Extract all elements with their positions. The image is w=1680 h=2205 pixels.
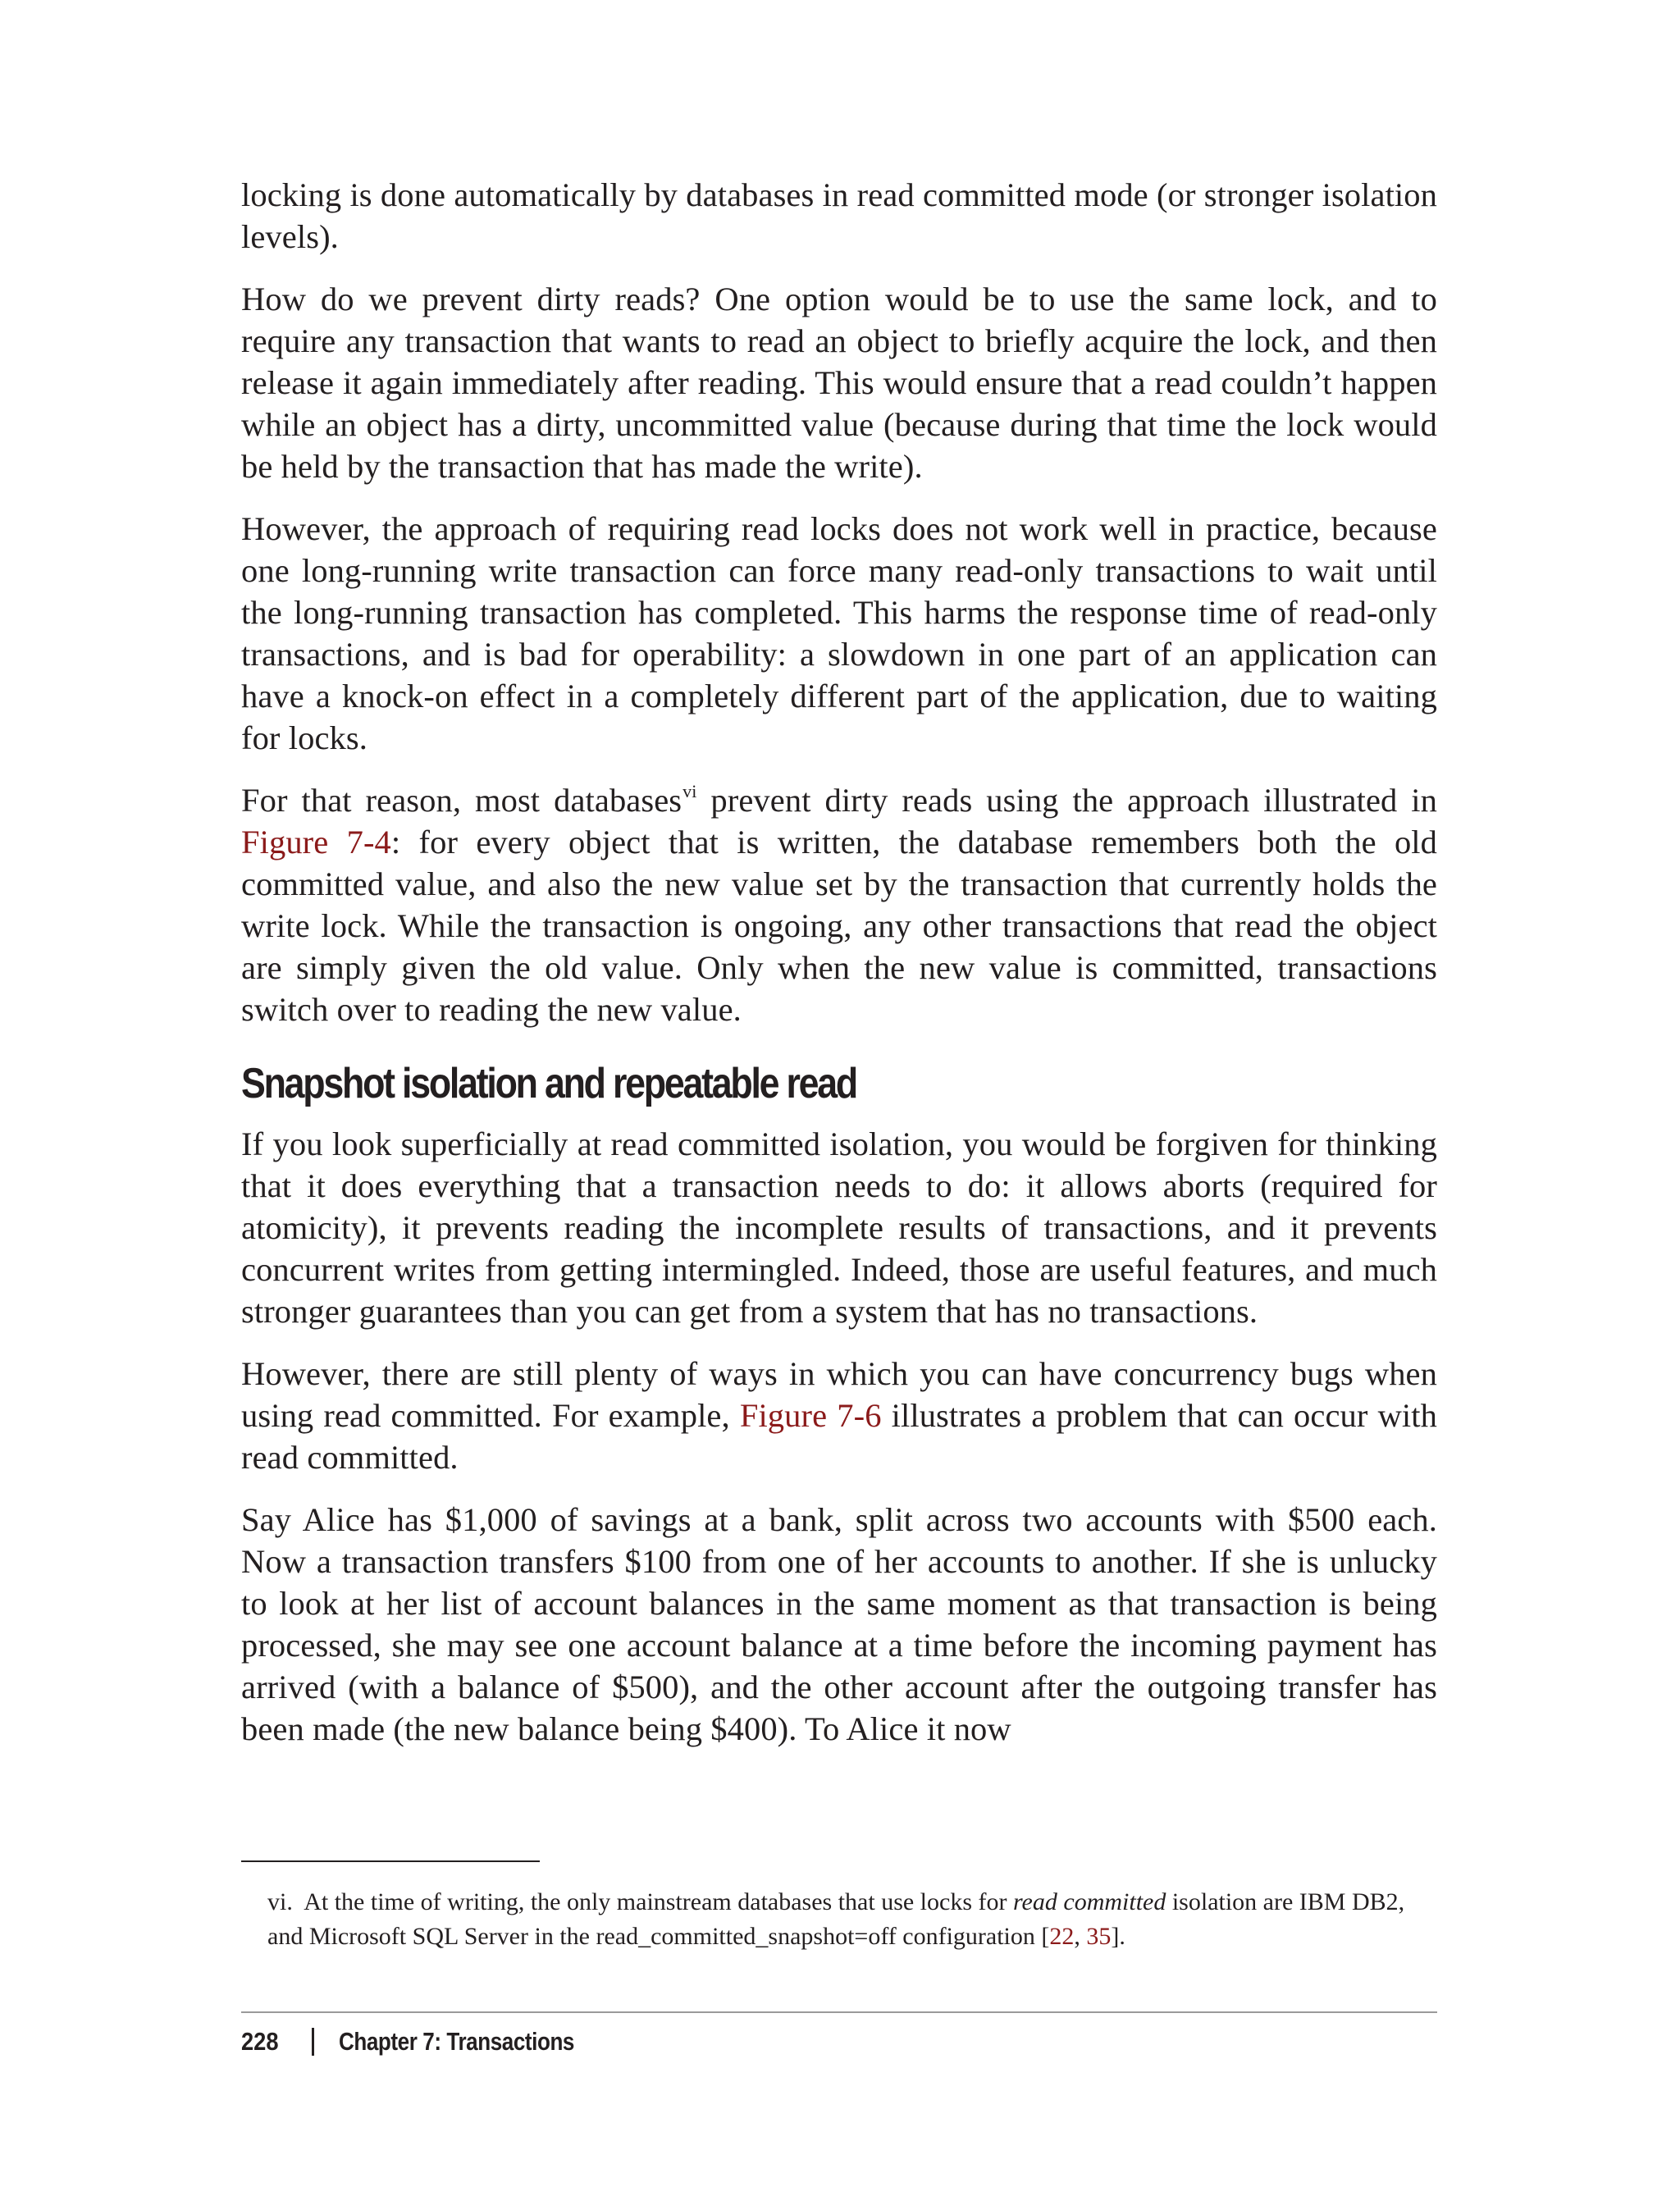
footnote-marker: vi. (267, 1888, 293, 1915)
paragraph-6-text-b: illustrates a problem that can occur with read committed. (241, 1397, 1437, 1476)
paragraph-4-text-c: : for every object that is written, the database remembers both the old committed value, and also the new value set by the transaction that currently holds the write lock. While the transaction is ongoing, any other transactions that read the object are simply given the old value. Only when the new value is committed, transactions switch over to reading the new value. (241, 824, 1437, 1028)
footer-divider (241, 2011, 1437, 2013)
page-number: 228 (241, 2027, 279, 2056)
citation-22-link[interactable]: 22 (1049, 1923, 1075, 1950)
figure-7-6-link[interactable]: Figure 7-6 (739, 1397, 882, 1434)
footnote-italic-term: read committed (1013, 1888, 1166, 1915)
footnote-marker-vi[interactable]: vi (682, 781, 697, 801)
paragraph-1: locking is done automatically by databases in read committed mode (or stronger isolation levels). (241, 176, 1437, 255)
footnote-comma: , (1074, 1923, 1087, 1950)
footnote-text-b: isolation are IBM DB2, and Microsoft SQL Server in the read_committed_snapshot=off configuration [ (267, 1888, 1405, 1950)
paragraph-6 (241, 1353, 1437, 1478)
footnote-vi (267, 1885, 1437, 1954)
footer-separator (312, 2028, 314, 2056)
paragraph-5: If you look superficially at read committed isolation, you would be forgiven for thinking that it does everything that a transaction needs to do: it allows aborts (required for atomicity), it prevents reading the incomplete results of transactions, and it prevents concurrent writes from getting intermingled. Indeed, those are useful features, and much stronger guarantees than you can get from a system that has no transactions. (241, 1125, 1437, 1330)
footnote-text-a: At the time of writing, the only mainstream databases that use locks for (304, 1888, 1013, 1915)
section-heading: Snapshot isolation and repeatable read (241, 1060, 857, 1107)
paragraph-3: However, the approach of requiring read locks does not work well in practice, because one long-running write transaction can force many read-only transactions to wait until the long-running transaction has completed. This harms the response time of read-only transactions, and is bad for operability: a slowdown in one part of an application can have a knock-on effect in a completely different part of the application, due to waiting for locks. (241, 510, 1437, 756)
paragraph-4-text-b: prevent dirty reads using the approach illustrated in (696, 782, 1437, 819)
footnote-text-c: ]. (1111, 1923, 1125, 1950)
figure-7-4-link[interactable]: Figure 7-4 (241, 824, 391, 861)
chapter-title: Chapter 7: Transactions (338, 2027, 574, 2056)
footnote-divider (241, 1860, 540, 1862)
page-footer (241, 2021, 619, 2062)
citation-35-link[interactable]: 35 (1086, 1923, 1112, 1950)
paragraph-7: Say Alice has $1,000 of savings at a bank, split across two accounts with $500 each. Now a transaction transfers $100 from one of her accounts to another. If she is unlucky to look at her list of account balances in the same moment as that transaction is being processed, she may see one account balance at a time before the incoming payment has arrived (with a balance of $500), and the other account after the outgoing transfer has been made (the new balance being $400). To Alice it now (241, 1501, 1437, 1747)
paragraph-6-text-a: However, there are still plenty of ways in which you can have concurrency bugs when using read committed. For example, (241, 1355, 1437, 1434)
paragraph-2: How do we prevent dirty reads? One option would be to use the same lock, and to require any transaction that wants to read an object to briefly acquire the lock, and then release it again immediately after reading. This would ensure that a read couldn’t happen while an object has a dirty, uncommitted value (because during that time the lock would be held by the transaction that has made the write). (241, 281, 1437, 485)
paragraph-4 (241, 779, 1437, 1030)
paragraph-4-text-a: For that reason, most databases (241, 782, 682, 819)
page-body (241, 174, 1437, 1770)
